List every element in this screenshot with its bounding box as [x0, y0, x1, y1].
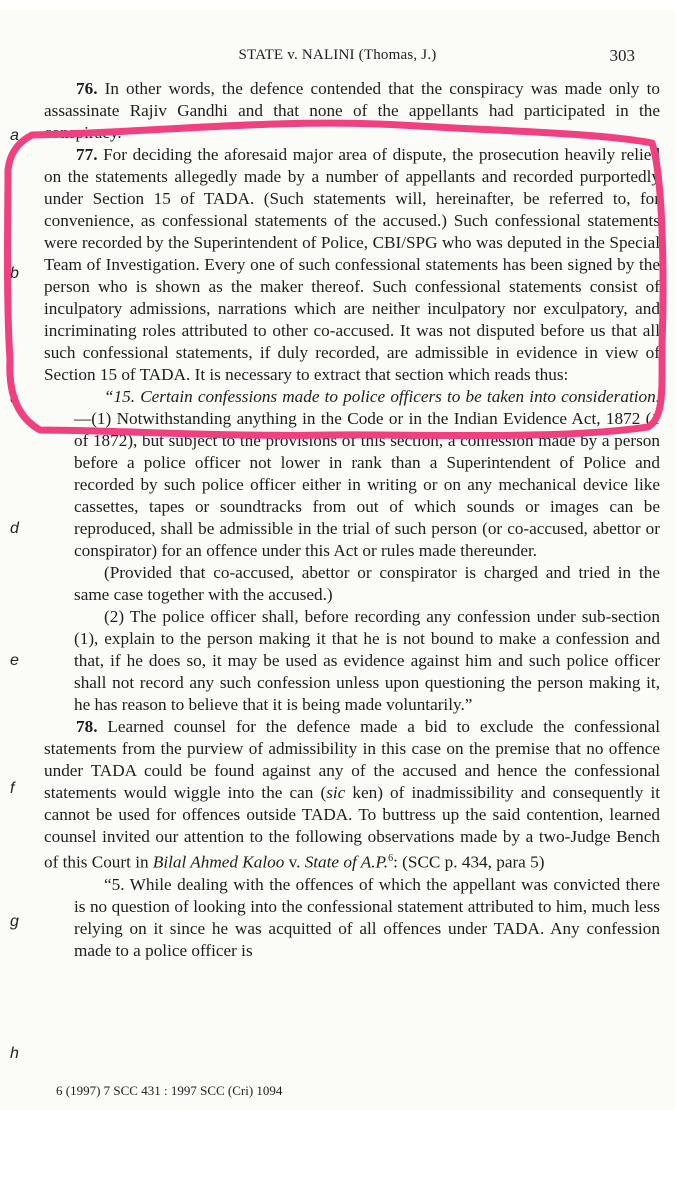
running-title: STATE v. NALINI (Thomas, J.) [238, 47, 437, 63]
case-name: Bilal Ahmed Kaloo [152, 852, 285, 872]
paragraph-77 [44, 144, 660, 386]
statute-proviso: (Provided that co-accused, abettor or conspirator is charged and tried in the same case together with the accused.) [74, 563, 660, 604]
bottom-margin [0, 1110, 675, 1200]
statute-heading: “15. Certain confessions made to police officers to be taken into consideration. [104, 387, 660, 406]
page-number: 303 [609, 46, 635, 65]
paragraph-text: ken) of inadmissibility and consequently it cannot be used for offences outside TADA. To buttress up the said contention, learned counsel invited our attention to the following observations made by a two-Judge Bench of this Court in [44, 783, 660, 872]
paragraph-number: 78. [76, 717, 98, 736]
paragraph-text: v. [284, 852, 305, 872]
page-body [44, 78, 660, 962]
footnote-reference[interactable]: 6 [388, 853, 394, 864]
margin-letter-b: b [10, 265, 19, 282]
document-page [0, 10, 675, 1110]
paragraph-text: In other words, the defence contended that the conspiracy was made only to assassinate Rajiv Gandhi and that none of the appellants had participated in the conspiracy. [44, 79, 660, 142]
paragraph-number: 76. [76, 79, 98, 98]
paragraph-text: : (SCC p. 434, para 5) [393, 852, 545, 872]
margin-letter-a: a [10, 127, 19, 144]
margin-letter-f: f [10, 780, 15, 797]
quote-text: While dealing with the offences of which the appellant was convicted there is no question of looking into the confessional statement attributed to him, much less relying on it since he was acquitted of all offences under TADA. Any confession made to a police officer is [74, 874, 660, 960]
case-party: State of A.P. [304, 852, 389, 872]
margin-letter-c: c [10, 390, 18, 407]
margin-letter-h: h [10, 1045, 19, 1062]
sic-note: sic [326, 783, 346, 802]
paragraph-text: Learned counsel for the defence made a bid to exclude the confessional statements from the purview of admissibility in this case on the premise that no offence under TADA could be found against any of the accused and hence the confessional statements would wiggle into the can ( [44, 717, 660, 802]
paragraph-text: For deciding the aforesaid major area of dispute, the prosecution heavily relied on the statements allegedly made by a number of appellants and recorded purportedly under Section 15 of TADA. (Such statements will, hereinafter, be referred to, for convenience, as confessional statements of the accused.) Such confessional statements were recorded by the Superintendent of Police, CBI/SPG who was deputed in the Special Team of Investigation. Every one of such confessional statements has been signed by the person who is shown as the maker thereof. Such confessional statements consist of inculpatory admissions, narrations which are neither inculpatory nor exculpatory, and incriminating roles attributed to other co-accused. It was not disputed before us that all such confessional statements, if duly recorded, are admissible in evidence in view of Section 15 of TADA. It is necessary to extract that section which reads thus: [44, 145, 660, 384]
margin-letter-e: e [10, 652, 19, 669]
margin-letter-g: g [10, 913, 19, 930]
quote-lead: “5. [104, 874, 125, 894]
statute-subsection-1: —(1) Notwithstanding anything in the Code or in the Indian Evidence Act, 1872 (1 of 1872), but subject to the provisions of this section, a confession made by a person before a police officer not lower in rank than a Superintendent of Police and recorded by such police officer either in writing or on any mechanical device like cassettes, tapes or soundtracks from out of which sounds or images can be reproduced, shall be admissible in the trial of such person (or co-accused, abettor or conspirator) for an offence under this Act or rules made thereunder. [74, 409, 660, 560]
paragraph-number: 77. [76, 145, 98, 164]
quoted-para-5 [74, 874, 660, 962]
paragraph-76 [44, 78, 660, 144]
statute-subsection-2: (2) The police officer shall, before recording any confession under sub-section (1), explain to the person making it that he is not bound to make a confession and that, if he does so, it may be used as evidence against him and such police officer shall not record any such confession unless upon questioning the person making it, he has reason to believe that it is being made voluntarily.” [74, 607, 660, 714]
running-head [0, 46, 675, 70]
paragraph-78 [44, 716, 660, 874]
statute-section-15 [74, 386, 660, 562]
margin-letter-d: d [10, 520, 19, 537]
footnote-6: 6 (1997) 7 SCC 431 : 1997 SCC (Cri) 1094 [56, 1083, 283, 1098]
